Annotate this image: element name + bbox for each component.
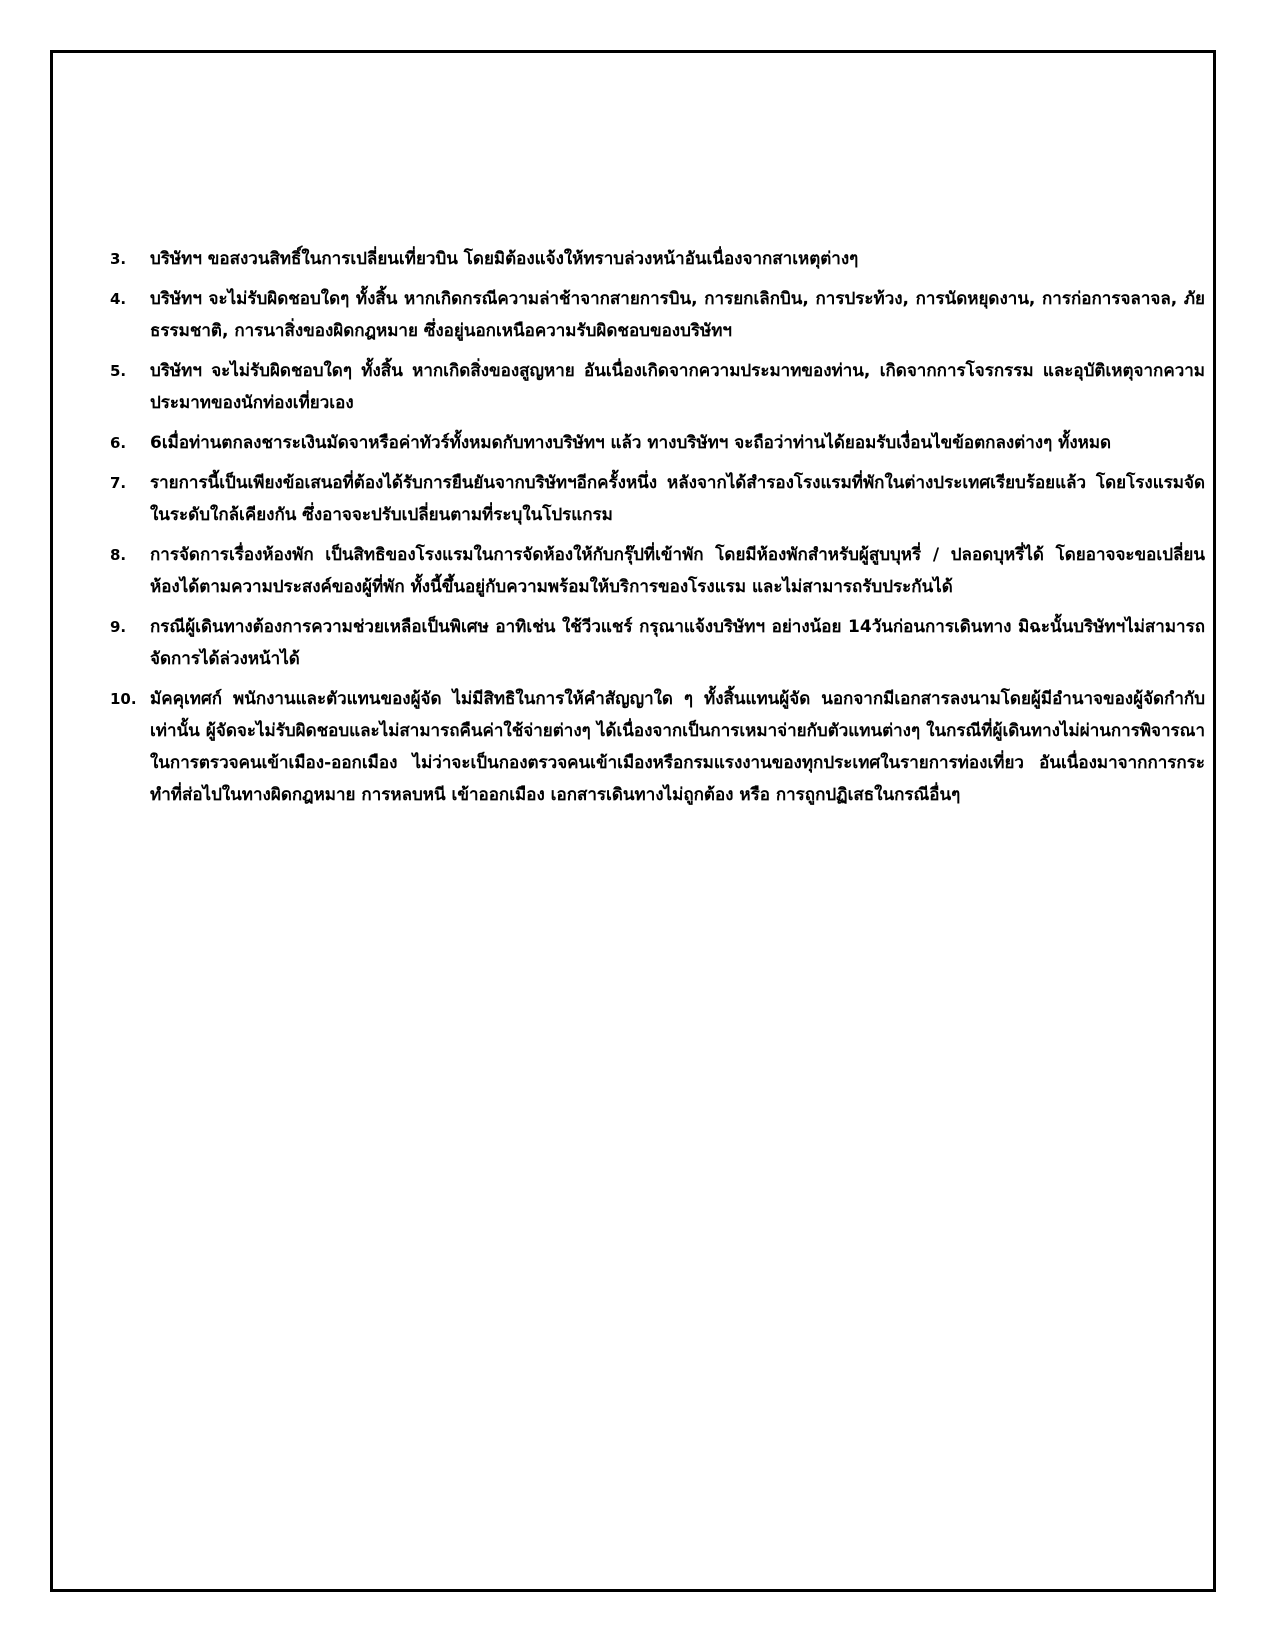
term-number: 7. [110,474,127,492]
term-item-7 [110,467,1205,531]
term-number: 5. [110,362,127,380]
term-item-5 [110,355,1205,419]
term-text: บริษัทฯ จะไม่รับผิดชอบใดๆ ทั้งสิ้น หากเกิดสิ่งของสูญหาย อันเนื่องเกิดจากความประมาทของท่าน, เกิดจากการโจรกรรม และอุบัติเหตุจากความประมาทของนักท่องเที่ยวเอง [150,361,1205,413]
term-number: 6. [110,434,127,452]
term-item-9 [110,611,1205,675]
term-number: 3. [110,250,127,268]
term-number: 9. [110,618,127,636]
term-item-6 [110,427,1205,459]
term-number: 4. [110,290,127,308]
term-number: 10. [110,690,137,708]
term-text: 6เมื่อท่านตกลงชาระเงินมัดจาหรือค่าทัวร์ทั้งหมดกับทางบริษัทฯ แล้ว ทางบริษัทฯ จะถือว่าท่านได้ยอมรับเงื่อนไขข้อตกลงต่างๆ ทั้งหมด [150,433,1112,453]
terms-list [110,243,1205,819]
term-number: 8. [110,546,127,564]
term-text: กรณีผู้เดินทางต้องการความช่วยเหลือเป็นพิเศษ อาทิเช่น ใช้วีวแชร์ กรุณาแจ้งบริษัทฯ อย่างน้อย 14วันก่อนการเดินทาง มิฉะนั้นบริษัทฯไม่สามารถจัดการได้ล่วงหน้าได้ [150,617,1205,669]
term-text: รายการนี้เป็นเพียงข้อเสนอที่ต้องได้รับการยืนยันจากบริษัทฯอีกครั้งหนึ่ง หลังจากได้สำรองโรงแรมที่พักในต่างประเทศเรียบร้อยแล้ว โดยโรงแรมจัดในระดับใกล้เคียงกัน ซึ่งอาจจะปรับเปลี่ยนตามที่ระบุในโปรแกรม [150,473,1205,525]
term-text: การจัดการเรื่องห้องพัก เป็นสิทธิของโรงแรมในการจัดห้องให้กับกรุ๊ปที่เข้าพัก โดยมีห้องพักสำหรับผู้สูบบุหรี่ / ปลอดบุหรี่ได้ โดยอาจจะขอเปลี่ยนห้องได้ตามความประสงค์ของผู้ที่พัก ทั้งนี้ขึ้นอยู่กับความพร้อมให้บริการของโรงแรม และไม่สามารถรับประกันได้ [150,545,1205,597]
term-text: บริษัทฯ ขอสงวนสิทธิ์ในการเปลี่ยนเที่ยวบิน โดยมิต้องแจ้งให้ทราบล่วงหน้าอันเนื่องจากสาเหตุต่างๆ [150,249,859,269]
term-item-8 [110,539,1205,603]
term-text: มัคคุเทศก์ พนักงานและตัวแทนของผู้จัด ไม่มีสิทธิในการให้คำสัญญาใด ๆ ทั้งสิ้นแทนผู้จัด นอกจากมีเอกสารลงนามโดยผู้มีอำนาจของผู้จัดกำกับเท่านั้น ผู้จัดจะไม่รับผิดชอบและไม่สามารถคืนค่าใช้จ่ายต่างๆ ได้เนื่องจากเป็นการเหมาจ่ายกับตัวแทนต่างๆ ในกรณีที่ผู้เดินทางไม่ผ่านการพิจารณาในการตรวจคนเข้าเมือง-ออกเมือง ไม่ว่าจะเป็นกองตรวจคนเข้าเมืองหรือกรมแรงงานของทุกประเทศในรายการท่องเที่ยว อันเนื่องมาจากการกระทำที่ส่อไปในทางผิดกฎหมาย การหลบหนี เข้าออกเมือง เอกสารเดินทางไม่ถูกต้อง หรือ การถูกปฏิเสธในกรณีอื่นๆ [150,689,1205,805]
term-item-10 [110,683,1205,811]
term-text: บริษัทฯ จะไม่รับผิดชอบใดๆ ทั้งสิ้น หากเกิดกรณีความล่าช้าจากสายการบิน, การยกเลิกบิน, การประท้วง, การนัดหยุดงาน, การก่อการจลาจล, ภัยธรรมชาติ, การนาสิ่งของผิดกฎหมาย ซึ่งอยู่นอกเหนือความรับผิดชอบของบริษัทฯ [150,289,1205,341]
term-item-3 [110,243,1205,275]
term-item-4 [110,283,1205,347]
